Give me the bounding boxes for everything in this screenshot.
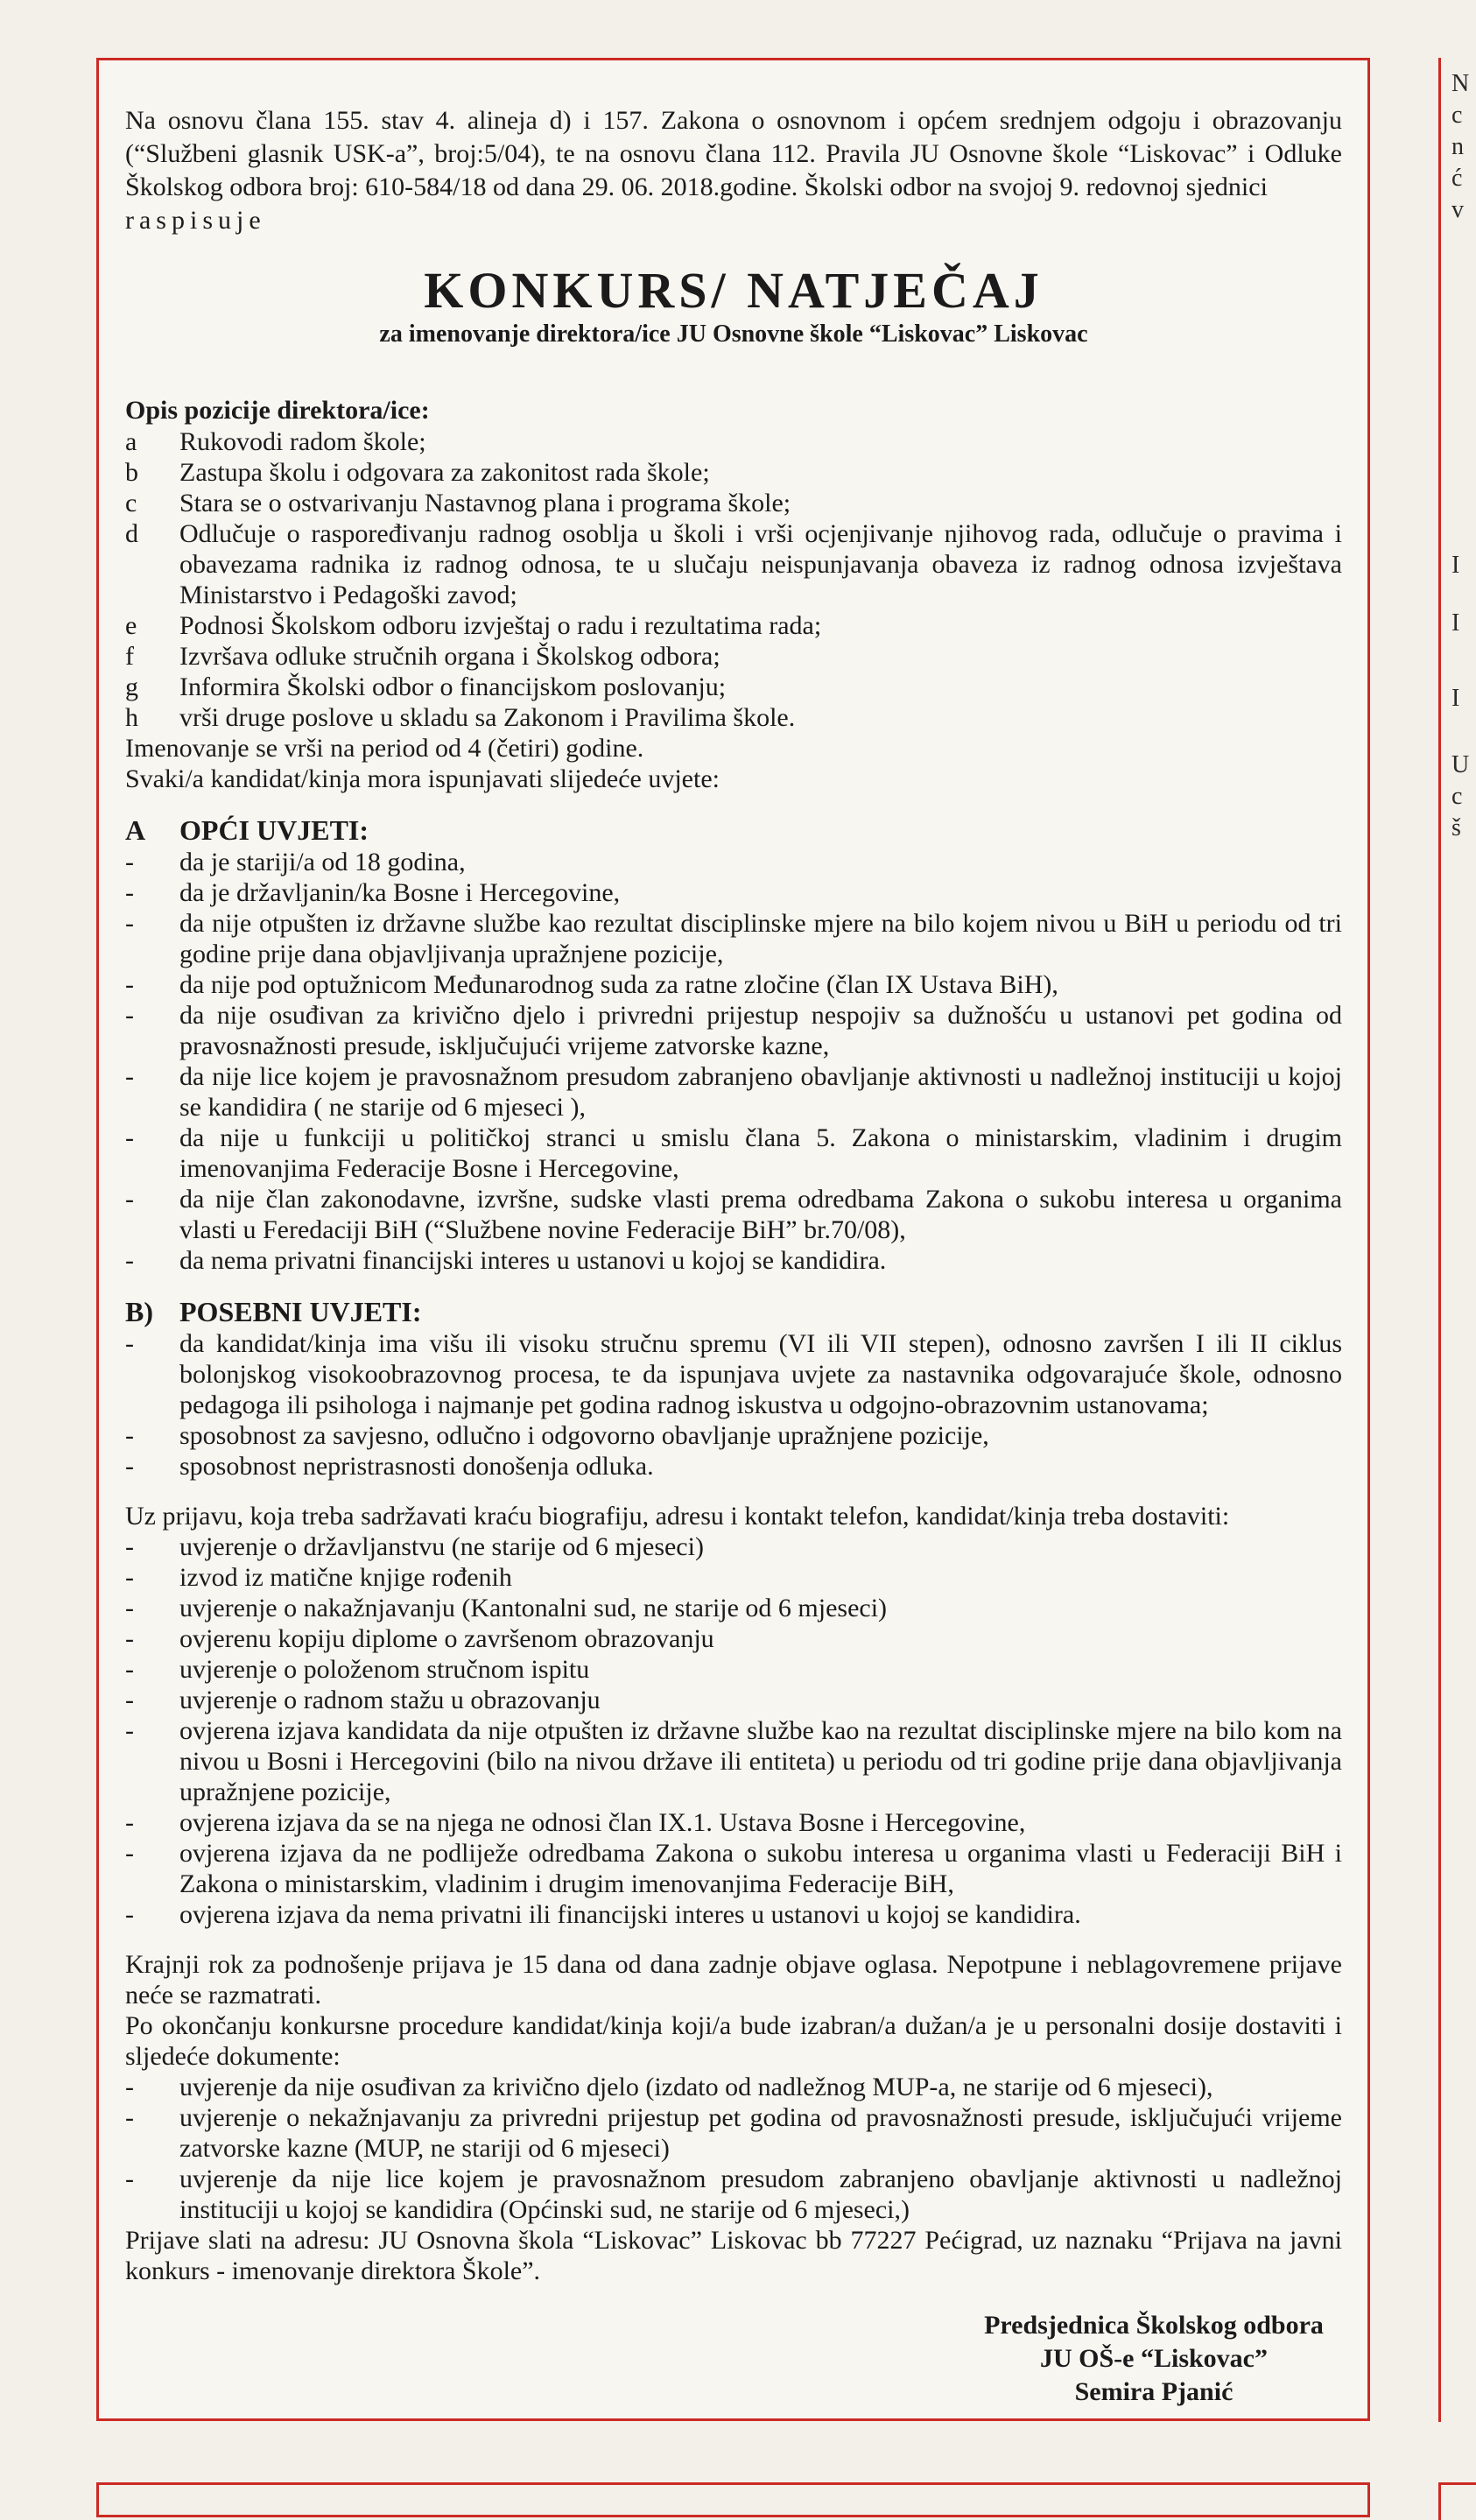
list-item: - da nije osuđivan za krivično djelo i privredni prijestup nespojiv sa dužnošću u ustanovi pet godina od pravosnažnosti presude, isključujući vrijeme zatvorske kazne, [125,1001,1342,1060]
fragment-letter: v [1451,196,1464,223]
list-item: - ovjerena izjava kandidata da nije otpušten iz državne službe kao na rezultat disciplinske mjere na bilo kom na nivou u Bosni i Hercegovini (bilo na nivou države ili entiteta) u periodu od tri godine prije dana objavljivanja upražnjene pozicije, [125,1716,1342,1806]
list-item: - da nema privatni financijski interes u ustanovi u kojoj se kandidira. [125,1246,887,1275]
fragment-letter: I [1451,685,1460,712]
list-item: d Odlučuje o raspoređivanju radnog osoblja u školi i vrši ocjenjivanje njihovog rada, odlučuje o pravima i obavezama radnika iz radnog odnosa, te u slučaju neispunjavanja obaveza iz radnog odnosa izvještava Ministarstvo i Pedagoški zavod; [125,519,1342,609]
fragment-letter: š [1451,814,1461,841]
list-item: - uvjerenje o nakažnjavanju (Kantonalni sud, ne starije od 6 mjeseci) [125,1594,888,1623]
list-item: f Izvršava odluke stručnih organa i Školskog odbora; [125,642,720,671]
list-item: - uvjerenje o radnom stažu u obrazovanju [125,1686,601,1714]
signature-name: Semira Pjanić [1074,2377,1234,2406]
list-item: e Podnosi Školskom odboru izvještaj o radu i rezultatima rada; [125,611,822,640]
uvjeti-intro: Svaki/a kandidat/kinja mora ispunjavati slijedeće uvjete: [125,764,720,793]
naknadni-list [125,2072,1342,2225]
signature-institution: JU OŠ-e “Liskovac” [1039,2344,1268,2373]
fragment-letter: c [1451,783,1463,810]
opis-list [125,426,1342,733]
fragment-letter: n [1451,133,1464,160]
fragment-letter: N [1451,70,1470,97]
notice-title: KONKURS/ NATJEČAJ [424,262,1044,319]
list-item: - da je državljanin/ka Bosne i Hercegovine, [125,878,621,907]
posebni-list [125,1328,1342,1482]
list-item: - ovjerena izjava da ne podliježe odredbama Zakona o sukobu interesa u organima vlasti u Federaciji BiH i Zakona o ministarskim, vladinim i drugim imenovanjima Federacije BiH, [125,1839,1342,1898]
fragment-letter: I [1451,609,1460,637]
adjacent-column-edge [1438,58,1470,2422]
intro-paragraph: Na osnovu člana 155. stav 4. alineja d) i 157. Zakona o osnovnom i općem srednjem odgoju i obrazovanju (“Službeni glasnik USK-a”, broj:5/04), te na osnovu člana 112. Pravila JU Osnovne škole “Liskovac” i Odluke Školskog odbora broj: 610-584/18 od dana 29. 06. 2018.godine. Školski odbor na svojoj 9. redovnoj sjednici [125,106,1342,201]
list-item: - da nije otpušten iz državne službe kao rezultat disciplinske mjere na bilo kojem nivou u BiH u periodu od tri godine prije dana objavljivanja upražnjene pozicije, [125,909,1342,968]
notice-frame [96,58,1370,2421]
list-item: - da nije član zakonodavne, izvršne, sudske vlasti prema odredbama Zakona o sukobu interesa u organima vlasti u Feredaciji BiH (“Službene novine Federacije BiH” br.70/08), [125,1185,1342,1244]
list-item: - da nije lice kojem je pravosnažnom presudom zabranjeno obavljanje aktivnosti u nadležnoj instituciji u kojoj se kandidira ( ne starije od 6 mjeseci ), [125,1062,1342,1122]
list-item: c Stara se o ostvarivanju Nastavnog plana i programa škole; [125,489,791,517]
address-text: Prijave slati na adresu: JU Osnovna škola “Liskovac” Liskovac bb 77227 Pećigrad, uz naznaku “Prijava na javni konkurs - imenovanje direktora Škole”. [125,2226,1342,2285]
list-item: - uvjerenje o položenom stručnom ispitu [125,1655,590,1684]
dokumenti-list [125,1531,1342,1930]
fragment-letter: ć [1451,165,1463,192]
signature-block [125,2309,1342,2409]
opci-heading: A OPĆI UVJETI: [125,814,369,846]
dokumenti-intro: Uz prijavu, koja treba sadržavati kraću biografiju, adresu i kontakt telefon, kandidat/kinja treba dostaviti: [125,1502,1230,1531]
list-item: - da nije u funkciji u političkoj stranci u smislu člana 5. Zakona o ministarskim, vladinim i drugim imenovanjima Federacije Bosne i Hercegovine, [125,1123,1342,1183]
list-item: - ovjerena izjava da se na njega ne odnosi član IX.1. Ustava Bosne i Hercegovine, [125,1808,1026,1837]
list-item: b Zastupa školu i odgovara za zakonitost rada škole; [125,458,710,487]
list-item: a Rukovodi radom škole; [125,427,426,456]
list-item: h vrši druge poslove u skladu sa Zakonom i Pravilima škole. [125,703,796,732]
notice-subtitle: za imenovanje direktora/ice JU Osnovne škole “Liskovac” Liskovac [379,320,1088,348]
opis-heading: Opis pozicije direktora/ice: [125,396,430,425]
list-item: - sposobnost nepristrasnosti donošenja odluka. [125,1452,654,1481]
deadline-text: Krajnji rok za podnošenje prijava je 15 dana od dana zadnje objave oglasa. Nepotpune i neblagovremene prijave neće se razmatrati. [125,1950,1342,2010]
notice-content [125,104,1342,2409]
list-item: - uvjerenje da nije osuđivan za krivično djelo (izdato od nadležnog MUP-a, ne starije od 6 mjeseci), [125,2073,1213,2101]
signature-role: Predsjednica Školskog odbora [984,2311,1324,2340]
opci-list [125,847,1342,1276]
list-item: - ovjerenu kopiju diplome o završenom obrazovanju [125,1624,714,1653]
list-item: - da kandidat/kinja ima višu ili visoku stručnu spremu (VI ili VII stepen), odnosno završen I ili II ciklus bolonjskog visokoobrazovnog procesa, te da ispunjava uvjete za nastavnika odgovarajuće škole, odnosno pedagoga ili psihologa i najmanje pet godina radnog iskustva u odgojno-obrazovnim ustanovama; [125,1329,1342,1419]
fragment-letter: U [1451,751,1470,778]
fragment-letter: c [1451,102,1463,129]
naknadni-intro: Po okončanju konkursne procedure kandidat/kinja koji/a bude izabran/a dužan/a je u personalni dosije dostaviti i sljedeće dokumente: [125,2011,1342,2071]
next-notice-border [96,2482,1370,2517]
list-item: - sposobnost za savjesno, odlučno i odgovorno obavljanje upražnjene pozicije, [125,1421,989,1450]
fragment-letter: I [1451,552,1460,579]
posebni-heading: B) POSEBNI UVJETI: [125,1296,422,1327]
list-item: - uvjerenje o državljanstvu (ne starije od 6 mjeseci) [125,1532,704,1561]
list-item: - uvjerenje o nekažnjavanju za privredni prijestup pet godina od pravosnažnosti presude, isključujući vrijeme zatvorske kazne (MUP, ne stariji od 6 mjeseci) [125,2103,1342,2163]
list-item: - da nije pod optužnicom Međunarodnog suda za ratne zločine (član IX Ustava BiH), [125,970,1058,999]
list-item: - uvjerenje da nije lice kojem je pravosnažnom presudom zabranjeno obavljanje aktivnosti u nadležnoj instituciji u kojoj se kandidira (Općinski sud, ne starije od 6 mjeseci,) [125,2165,1342,2224]
list-item: g Informira Školski odbor o financijskom poslovanju; [125,672,727,701]
list-item: - ovjerena izjava da nema privatni ili financijski interes u ustanovi u kojoj se kandidira. [125,1900,1081,1929]
list-item: - izvod iz matične knjige rođenih [125,1563,512,1592]
adjacent-border-corner [1438,2482,1476,2520]
raspisuje-text: raspisuje [125,206,266,235]
period-text: Imenovanje se vrši na period od 4 (četiri) godine. [125,734,644,763]
list-item: - da je stariji/a od 18 godina, [125,848,466,876]
